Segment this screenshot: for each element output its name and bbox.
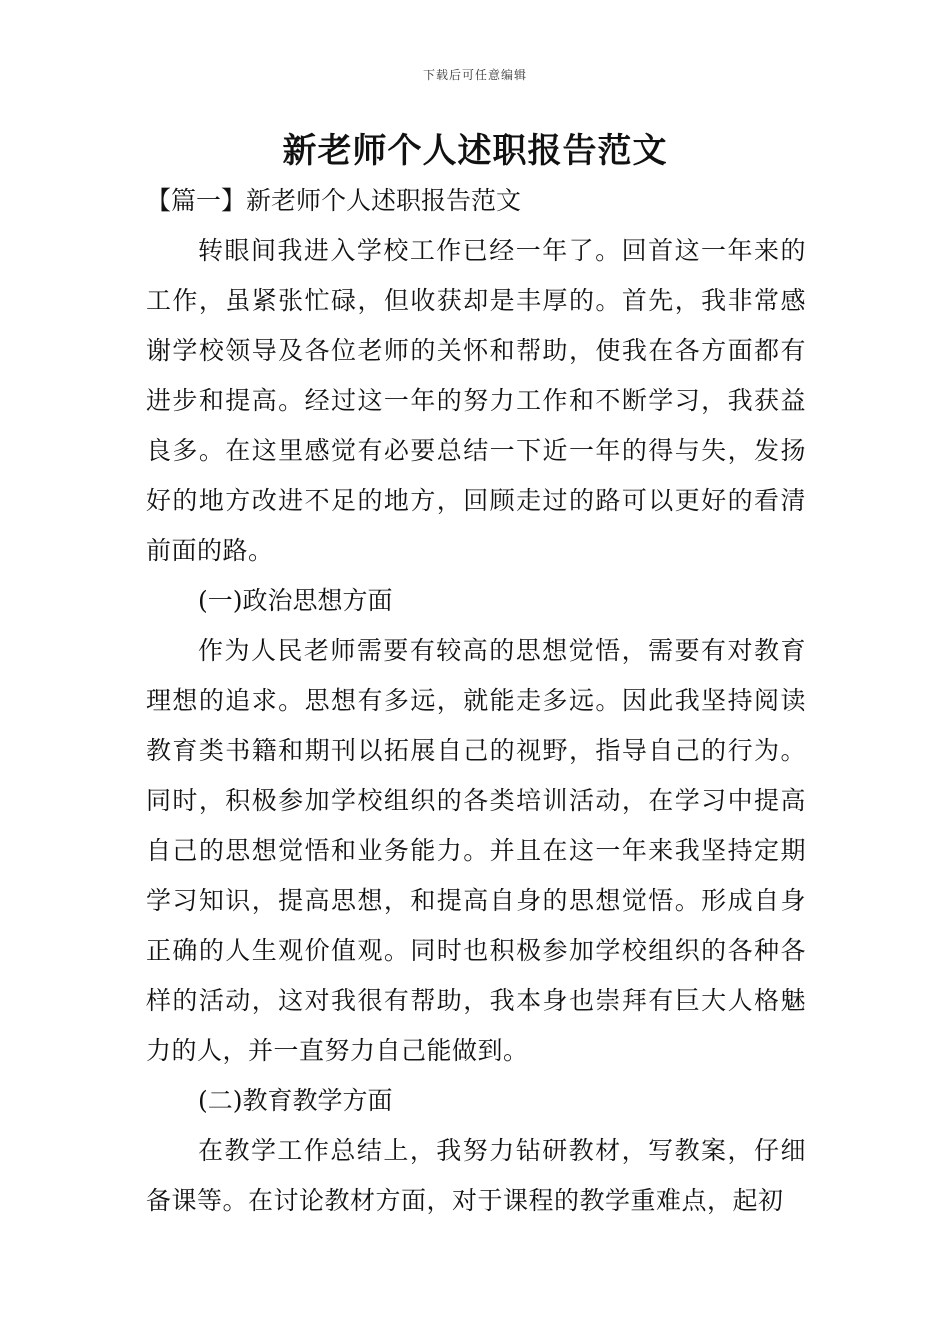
paragraph-intro: 转眼间我进入学校工作已经一年了。回首这一年来的工作，虽紧张忙碌，但收获却是丰厚的。首先，我非常感谢学校领导及各位老师的关怀和帮助，使我在各方面都有进步和提高。经过这一年的努力工作和不断学习，我获益良多。在这里感觉有必要总结一下近一年的得与失，发扬好的地方改进不足的地方，回顾走过的路可以更好的看清前面的路。 xyxy=(146,236,806,565)
section-label: 【篇一】新老师个人述职报告范文 xyxy=(146,186,522,215)
subheading-political: (一)政治思想方面 xyxy=(198,586,393,615)
paragraph-political: 作为人民老师需要有较高的思想觉悟，需要有对教育理想的追求。思想有多远，就能走多远。因此我坚持阅读教育类书籍和期刊以拓展自己的视野，指导自己的行为。同时，积极参加学校组织的各类培训活动，在学习中提高自己的思想觉悟和业务能力。并且在这一年来我坚持定期学习知识，提高思想，和提高自身的思想觉悟。形成自身正确的人生观价值观。同时也积极参加学校组织的各种各样的活动，这对我很有帮助，我本身也崇拜有巨大人格魅力的人，并一直努力自己能做到。 xyxy=(146,636,806,1065)
subheading-teaching: (二)教育教学方面 xyxy=(198,1086,393,1115)
paragraph-teaching: 在教学工作总结上，我努力钻研教材，写教案，仔细备课等。在讨论教材方面，对于课程的教学重难点，起初 xyxy=(146,1136,806,1215)
document-title: 新老师个人述职报告范文 xyxy=(282,131,668,171)
document-body xyxy=(146,176,806,1226)
header-note: 下载后可任意编辑 xyxy=(422,68,527,82)
